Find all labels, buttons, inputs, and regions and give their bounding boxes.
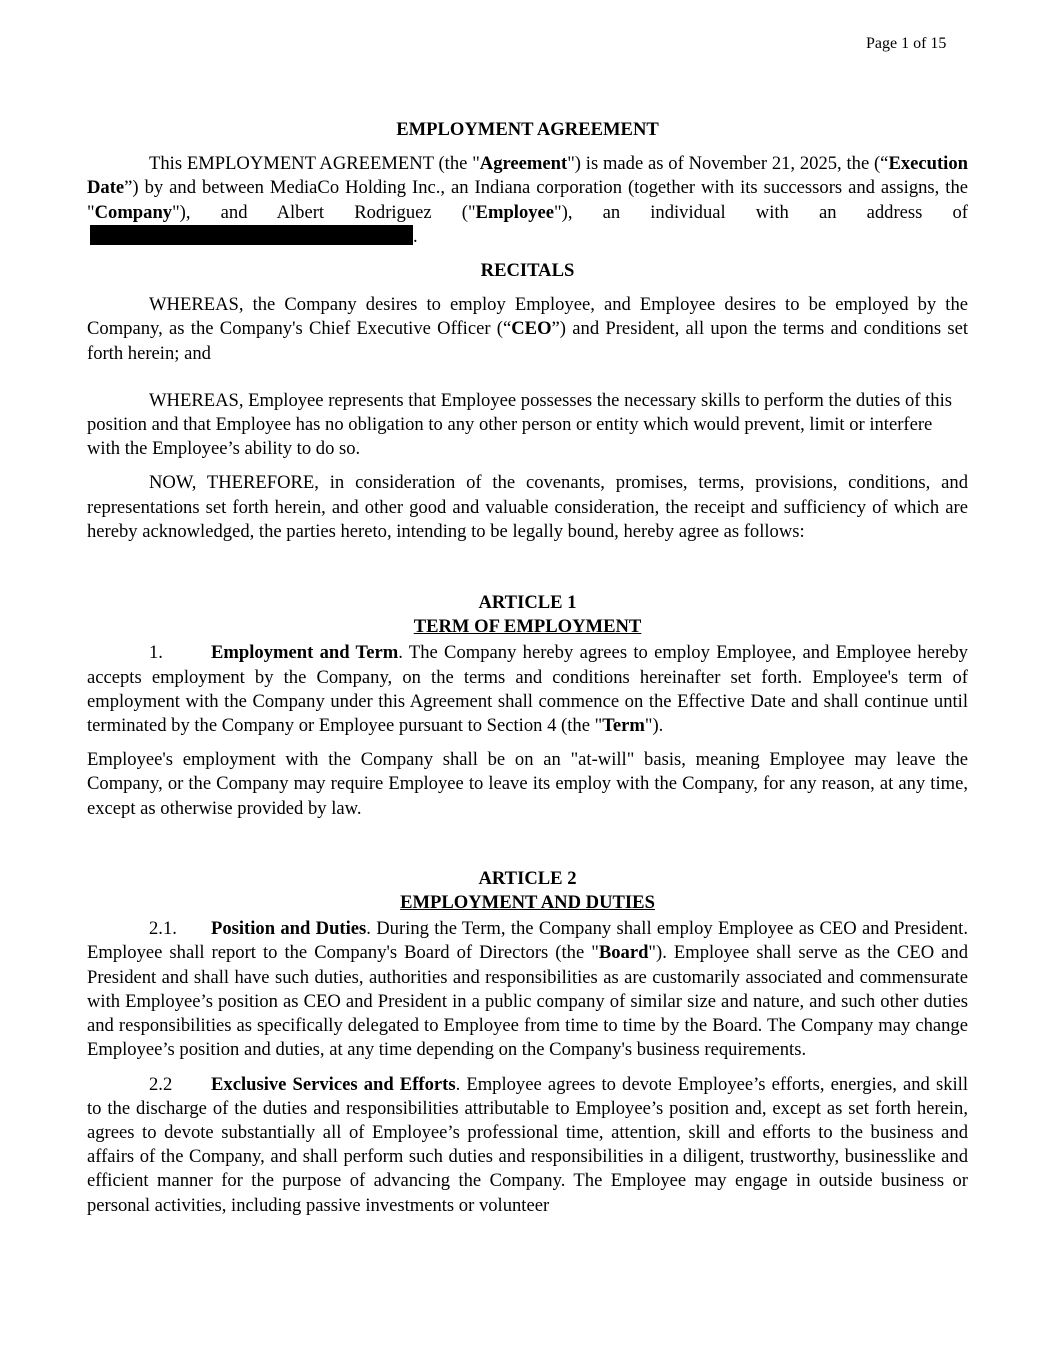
section-title: Exclusive Services and Efforts (211, 1073, 456, 1095)
article-1-heading: ARTICLE 1 (478, 592, 577, 614)
section-number: 2.2 (149, 1073, 173, 1095)
recital-paragraph-2: WHEREAS, Employee represents that Employee possesses the necessary skills to perform the duties of this position and that Employee has no obligation to any other person or entity which would prevent, limit or interfere with the Employee’s ability to do so. (87, 389, 952, 460)
section-title: Employment and Term (211, 642, 399, 664)
intro-paragraph: This EMPLOYMENT AGREEMENT (the "Agreement") is made as of November 21, 2025, the (“Execution Date”) by and between MediaCo Holding Inc., an Indiana corporation (together with its successors and assigns, the "Company"), and Albert Rodriguez ("Employee"), an individual with an address of. (87, 153, 968, 247)
defined-term-board: Board (598, 942, 649, 964)
defined-term-ceo: CEO (511, 318, 552, 340)
article-1-title: TERM OF EMPLOYMENT (413, 616, 642, 638)
section-title: Position and Duties (211, 918, 367, 940)
recital-paragraph-3: NOW, THEREFORE, in consideration of the covenants, promises, terms, provisions, conditions, and representations set forth herein, and other good and valuable consideration, the receipt and sufficiency of which are hereby acknowledged, the parties hereto, intending to be legally bound, hereby agree as follows: (87, 472, 968, 542)
redacted-address (90, 225, 413, 245)
defined-term-execution-date: Execution Date (87, 153, 968, 199)
defined-term-company: Company (94, 201, 173, 223)
defined-term-employee: Employee (475, 201, 555, 223)
document-title: EMPLOYMENT AGREEMENT (396, 119, 659, 140)
defined-term-agreement: Agreement (479, 153, 568, 175)
article-2-title: EMPLOYMENT AND DUTIES (400, 892, 655, 914)
recitals-heading: RECITALS (480, 260, 575, 282)
section-1-paragraph: 1. Employment and Term. The Company hereby agrees to employ Employee, and Employee hereby accepts employment by the Company, on the terms and conditions hereinafter set forth. Employee's term of employment with the Company under this Agreement shall commence on the Effective Date and shall continue until terminated by the Company or Employee pursuant to Section 4 (the "Term"). (87, 642, 968, 737)
document-body (87, 118, 968, 1218)
section-2-1-paragraph: 2.1. Position and Duties. During the Term, the Company shall employ Employee as CEO and President. Employee shall report to the Company's Board of Directors (the "Board"). Employee shall serve as the CEO and President and shall have such duties, authorities and responsibilities as are customarily associated and commensurate with Employee’s position as CEO and President in a public company of similar size and nature, and such other duties and responsibilities as specifically delegated to Employee from time to time by the Board. The Company may change Employee’s position and duties, at any time depending on the Company's business requirements. (87, 918, 969, 1061)
article-2-heading: ARTICLE 2 (478, 867, 577, 889)
defined-term-term: Term (602, 715, 645, 737)
page-number: Page 1 of 15 (866, 35, 947, 52)
recital-paragraph-1: WHEREAS, the Company desires to employ Employee, and Employee desires to be employed by the Company, as the Company's Chief Executive Officer (“CEO”) and President, all upon the terms and conditions set forth herein; and (87, 294, 968, 364)
at-will-paragraph: Employee's employment with the Company shall be on an "at-will" basis, meaning Employee may leave the Company, or the Company may require Employee to leave its employ with the Company, for any reason, at any time, except as otherwise provided by law. (87, 749, 968, 819)
section-2-2-paragraph: 2.2 Exclusive Services and Efforts. Employee agrees to devote Employee’s efforts, energies, and skill to the discharge of the duties and responsibilities attributable to Employee’s position and, except as set forth herein, agrees to devote substantially all of Employee’s professional time, attention, skill and efforts to the business and affairs of the Company, and shall perform such duties and responsibilities in a diligent, trustworthy, businesslike and efficient manner for the purpose of advancing the Company. The Employee may engage in outside business or personal activities, including passive investments or volunteer (87, 1073, 968, 1216)
section-number: 1. (149, 642, 163, 664)
section-number: 2.1. (149, 918, 177, 940)
